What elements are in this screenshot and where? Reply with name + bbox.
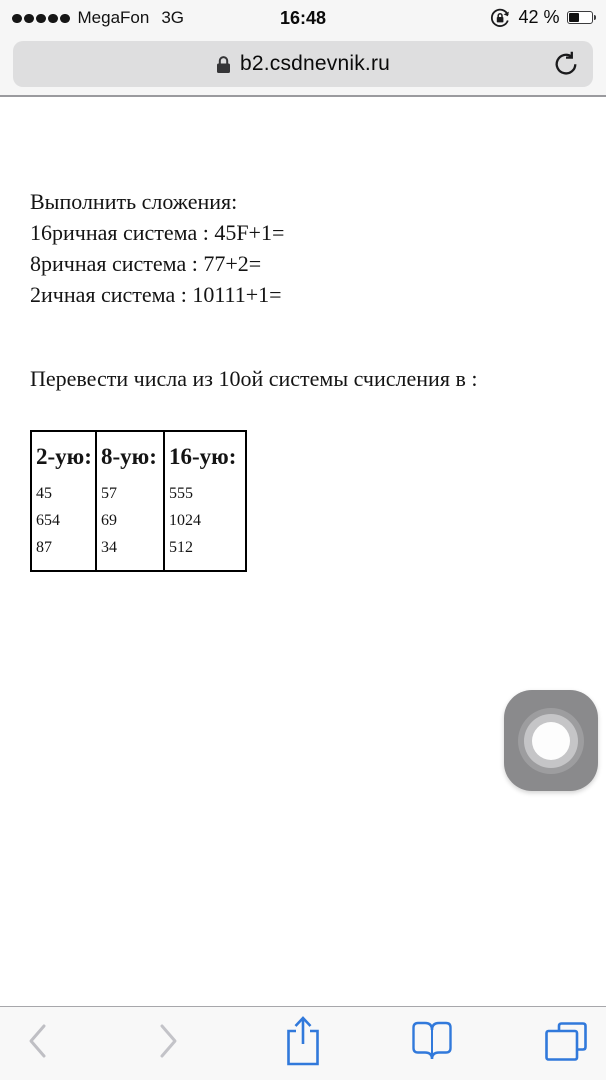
addition-exercises: [30, 186, 284, 310]
address-bar[interactable]: [13, 41, 593, 87]
table-cell-base16: [164, 431, 246, 571]
url-text: b2.csdnevnik.ru: [239, 52, 391, 75]
table-value: 555: [169, 485, 193, 502]
signal-strength-icon: [12, 14, 70, 24]
assistive-touch-core-circle: [532, 722, 570, 760]
battery-percent-label: 42 %: [518, 7, 560, 27]
status-bar: [0, 0, 606, 35]
network-type-label: 3G: [161, 7, 185, 27]
browser-top-chrome: [0, 0, 606, 97]
table-value: 69: [101, 512, 117, 529]
share-icon: [282, 1014, 324, 1068]
table-value: 45: [36, 485, 52, 502]
table-value: 34: [101, 539, 117, 556]
signal-dot: [60, 14, 70, 24]
column-header: 8-ую:: [101, 444, 157, 469]
tabs-icon: [542, 1018, 590, 1064]
carrier-label: MegaFon: [77, 7, 150, 27]
chevron-right-icon: [157, 1022, 181, 1060]
column-header: 2-ую:: [36, 444, 92, 469]
back-button[interactable]: [20, 1019, 54, 1063]
chevron-left-icon: [25, 1022, 49, 1060]
table-value: 1024: [169, 512, 201, 529]
rotation-lock-icon: [489, 7, 511, 29]
reload-button[interactable]: [549, 47, 583, 81]
conversion-table: [30, 430, 247, 572]
share-button[interactable]: [281, 1013, 325, 1069]
binary-exercise-line: 2ичная система : 10111+1=: [30, 282, 282, 307]
reload-icon: [552, 50, 580, 78]
table-cell-base2: [31, 431, 96, 571]
status-bar-right: [489, 0, 596, 35]
clock-label: 16:48: [279, 8, 327, 28]
signal-dot: [12, 14, 22, 24]
tabs-button[interactable]: [541, 1017, 591, 1065]
table-value: 654: [36, 512, 60, 529]
section1-title: Выполнить сложения:: [30, 189, 238, 214]
hex-exercise-line: 16ричная система : 45F+1=: [30, 220, 285, 245]
signal-dot: [36, 14, 46, 24]
open-book-icon: [409, 1019, 455, 1063]
padlock-icon: [216, 55, 231, 74]
section2-title: Перевести числа из 10ой системы счисления в :: [30, 366, 478, 391]
assistive-touch-button[interactable]: [504, 690, 598, 791]
battery-icon: [567, 11, 597, 24]
table-value: 512: [169, 539, 193, 556]
column-header: 16-ую:: [169, 444, 237, 469]
signal-dot: [24, 14, 34, 24]
table-value: 57: [101, 485, 117, 502]
table-row: [31, 431, 246, 571]
forward-button[interactable]: [152, 1019, 186, 1063]
signal-dot: [48, 14, 58, 24]
table-value: 87: [36, 539, 52, 556]
octal-exercise-line: 8ричная система : 77+2=: [30, 251, 262, 276]
table-cell-base8: [96, 431, 164, 571]
bookmarks-button[interactable]: [408, 1017, 456, 1065]
safari-bottom-toolbar: [0, 1006, 606, 1080]
web-page-content: [0, 99, 606, 1006]
